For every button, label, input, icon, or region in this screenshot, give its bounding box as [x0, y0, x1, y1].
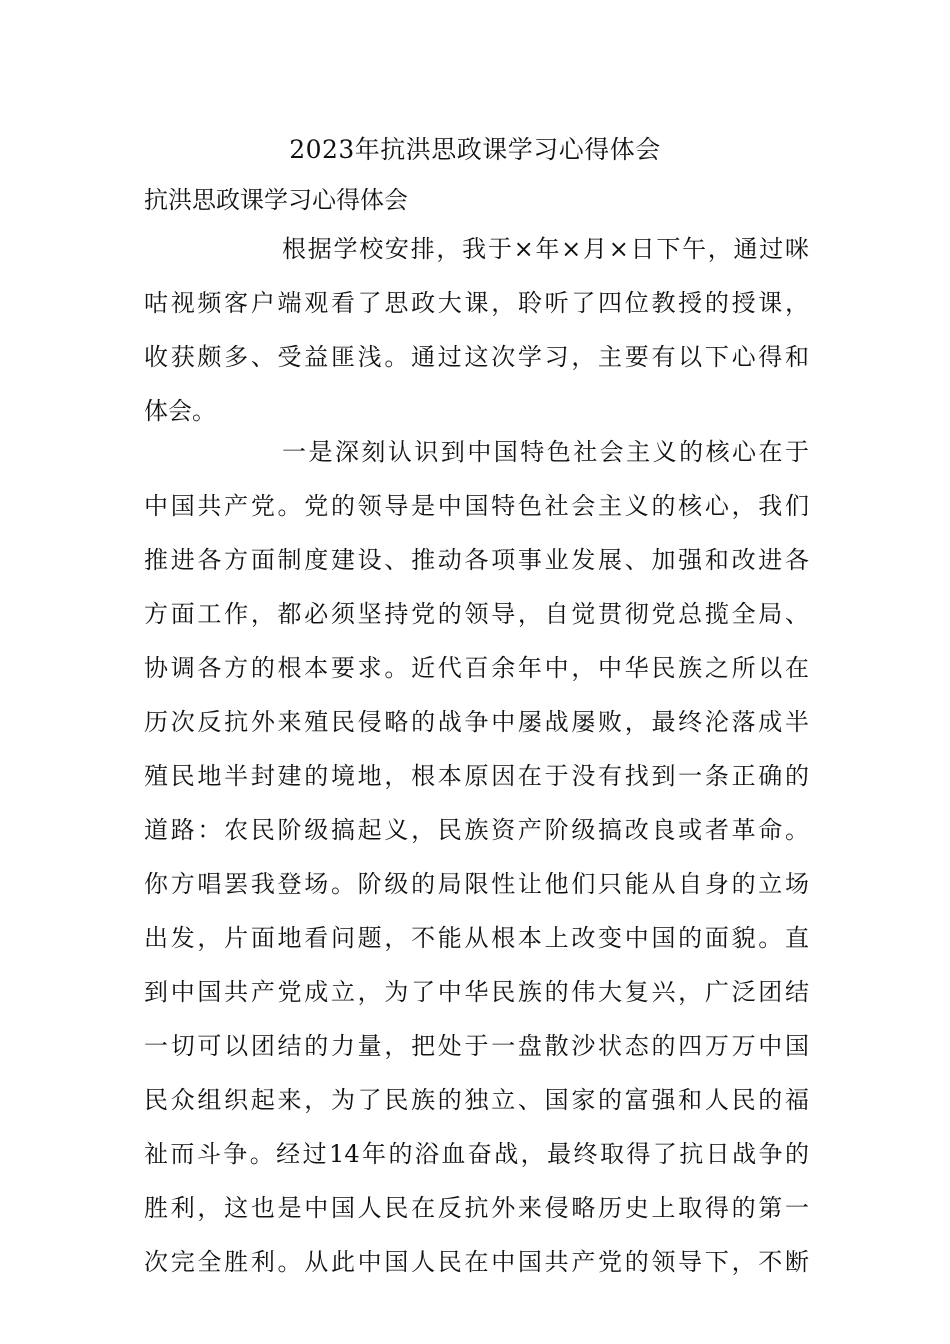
paragraph-line: 协调各方的根本要求。近代百余年中，中华民族之所以在 — [144, 654, 809, 682]
paragraph-line: 体会。 — [144, 397, 216, 425]
paragraph-line: 一是深刻认识到中国特色社会主义的核心在于 — [282, 438, 809, 466]
paragraph-point-one — [144, 425, 809, 1289]
paragraph-intro — [144, 222, 809, 438]
paragraph-line: 方面工作，都必须坚持党的领导，自觉贯彻党总揽全局、 — [144, 600, 809, 628]
paragraph-line: 到中国共产党成立，为了中华民族的伟大复兴，广泛团结 — [144, 978, 809, 1006]
paragraph-line: 道路：农民阶级搞起义，民族资产阶级搞改良或者革命。 — [144, 816, 809, 844]
paragraph-line: 次完全胜利。从此中国人民在中国共产党的领导下，不断 — [144, 1248, 809, 1276]
paragraph-line: 历次反抗外来殖民侵略的战争中屡战屡败，最终沦落成半 — [144, 708, 809, 736]
paragraph-line: 民众组织起来，为了民族的独立、国家的富强和人民的福 — [144, 1086, 809, 1114]
paragraph-line: 推进各方面制度建设、推动各项事业发展、加强和改进各 — [144, 546, 809, 574]
paragraph-line: 殖民地半封建的境地，根本原因在于没有找到一条正确的 — [144, 762, 809, 790]
paragraph-line: 出发，片面地看问题，不能从根本上改变中国的面貌。直 — [144, 924, 809, 952]
paragraph-line: 收获颇多、受益匪浅。通过这次学习，主要有以下心得和 — [144, 343, 809, 371]
paragraph-line: 胜利，这也是中国人民在反抗外来侵略历史上取得的第一 — [144, 1194, 809, 1222]
paragraph-line: 你方唱罢我登场。阶级的局限性让他们只能从自身的立场 — [144, 870, 809, 898]
paragraph-line: 祉而斗争。经过14年的浴血奋战，最终取得了抗日战争的 — [144, 1140, 809, 1168]
paragraph-line: 根据学校安排，我于×年×月×日下午，通过咪 — [282, 235, 809, 263]
paragraph-line: 咕视频客户端观看了思政大课，聆听了四位教授的授课， — [144, 289, 809, 317]
paragraph-line: 一切可以团结的力量，把处于一盘散沙状态的四万万中国 — [144, 1032, 809, 1060]
paragraph-line: 中国共产党。党的领导是中国特色社会主义的核心，我们 — [144, 492, 809, 520]
document-title: 2023年抗洪思政课学习心得体会 — [289, 135, 661, 164]
document-subtitle: 抗洪思政课学习心得体会 — [144, 186, 408, 214]
